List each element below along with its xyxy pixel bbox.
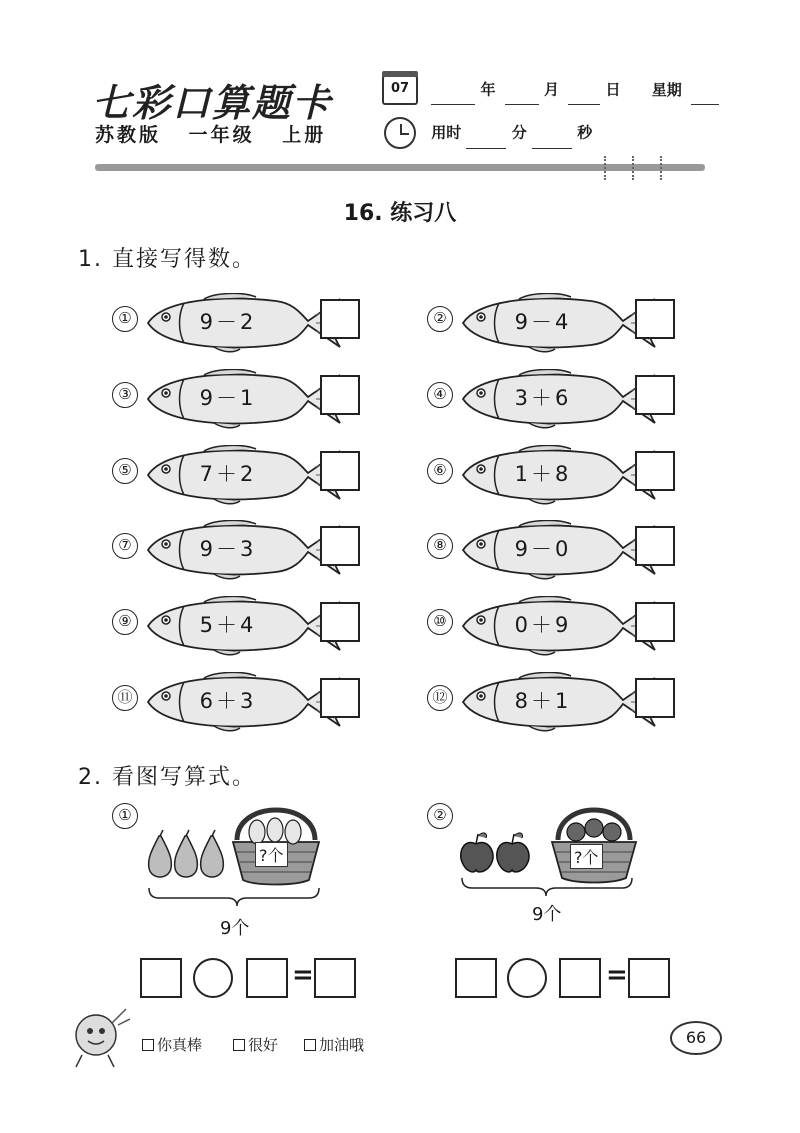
fish-problem-6 xyxy=(427,445,707,505)
expression: 5＋4 xyxy=(199,613,257,637)
problem-number: ⑨ xyxy=(112,609,138,635)
checkbox[interactable] xyxy=(142,1039,154,1051)
total-label: 9个 xyxy=(220,918,250,939)
problem-number: ① xyxy=(112,306,138,332)
picture-problem-2-number xyxy=(427,803,457,833)
month-blank[interactable] xyxy=(505,89,539,105)
expression: 3＋6 xyxy=(514,386,572,410)
expression: 7＋2 xyxy=(199,462,257,486)
equation-result-box[interactable] xyxy=(314,958,356,998)
seconds-label: 秒 xyxy=(577,123,593,142)
answer-box[interactable] xyxy=(635,375,675,415)
time-fill-row xyxy=(382,117,592,149)
total-label: 9个 xyxy=(532,904,562,925)
problem-number: ⑪ xyxy=(112,685,138,711)
answer-box[interactable] xyxy=(635,451,675,491)
rating-option-good[interactable] xyxy=(233,1034,278,1055)
problem-number: ⑧ xyxy=(427,533,453,559)
fish-problem-4 xyxy=(427,369,707,429)
year-label: 年 xyxy=(480,80,496,99)
operator-circle[interactable] xyxy=(507,958,547,998)
equation-box-1[interactable] xyxy=(140,958,182,998)
checkbox[interactable] xyxy=(304,1039,316,1051)
edition-publisher: 苏教版 xyxy=(95,124,162,146)
edition-grade: 一年级 xyxy=(188,124,255,146)
rating-label: 你真棒 xyxy=(157,1036,203,1054)
expression: 6＋3 xyxy=(199,689,257,713)
time-used-label: 用时 xyxy=(431,123,462,142)
problem-number: ④ xyxy=(427,382,453,408)
expression: 9－2 xyxy=(199,310,257,334)
fish-problem-12 xyxy=(427,672,707,732)
fish-problem-7 xyxy=(112,520,392,580)
answer-box[interactable] xyxy=(320,602,360,642)
expression: 8＋1 xyxy=(514,689,572,713)
brand-title: 七彩口算题卡 xyxy=(92,80,333,125)
answer-box[interactable] xyxy=(635,602,675,642)
equation-box-2[interactable] xyxy=(246,958,288,998)
lesson-title: 16. 练习八 xyxy=(343,201,457,226)
rating-option-keep-going[interactable] xyxy=(304,1034,364,1055)
clock-icon xyxy=(384,117,416,149)
answer-box[interactable] xyxy=(635,526,675,566)
minutes-label: 分 xyxy=(511,123,527,142)
rating-label: 加油哦 xyxy=(319,1036,365,1054)
expression: 0＋9 xyxy=(514,613,572,637)
answer-box[interactable] xyxy=(320,375,360,415)
header-divider xyxy=(95,164,705,171)
basket-unknown-label: ?个 xyxy=(570,844,603,869)
answer-box[interactable] xyxy=(635,678,675,718)
minutes-blank[interactable] xyxy=(466,133,506,149)
problem-number: ⑦ xyxy=(112,533,138,559)
month-label: 月 xyxy=(543,80,559,99)
rating-option-great[interactable] xyxy=(142,1034,202,1055)
fish-problem-8 xyxy=(427,520,707,580)
expression: 9－3 xyxy=(199,537,257,561)
question2-heading: 2. 看图写算式。 xyxy=(78,765,256,790)
fish-problem-11 xyxy=(112,672,392,732)
problem-number: ⑩ xyxy=(427,609,453,635)
answer-box[interactable] xyxy=(320,526,360,566)
problem-number: ⑫ xyxy=(427,685,453,711)
problem-number: ③ xyxy=(112,382,138,408)
problem-number: ① xyxy=(112,803,138,829)
pear-icon xyxy=(149,836,224,877)
calendar-icon: 07 xyxy=(382,75,418,105)
expression: 9－4 xyxy=(514,310,572,334)
year-blank[interactable] xyxy=(431,89,475,105)
problem-number: ⑥ xyxy=(427,458,453,484)
apple-icon xyxy=(461,843,529,872)
date-fill-row xyxy=(382,75,719,105)
fish-problem-2 xyxy=(427,293,707,353)
page-number: 66 xyxy=(670,1021,722,1055)
seconds-blank[interactable] xyxy=(532,133,572,149)
checkbox[interactable] xyxy=(233,1039,245,1051)
expression: 9－0 xyxy=(514,537,572,561)
equals-sign: = xyxy=(292,960,314,990)
fish-problem-5 xyxy=(112,445,392,505)
problem-number: ⑤ xyxy=(112,458,138,484)
problem-number: ② xyxy=(427,803,453,829)
answer-box[interactable] xyxy=(320,678,360,718)
fish-problem-1 xyxy=(112,293,392,353)
operator-circle[interactable] xyxy=(193,958,233,998)
day-blank[interactable] xyxy=(568,89,600,105)
equation-box-2[interactable] xyxy=(559,958,601,998)
fish-problem-9 xyxy=(112,596,392,656)
edition-volume: 上册 xyxy=(282,124,327,146)
equals-sign: = xyxy=(606,960,628,990)
fish-problem-3 xyxy=(112,369,392,429)
expression: 1＋8 xyxy=(514,462,572,486)
equation-box-1[interactable] xyxy=(455,958,497,998)
fish-problem-10 xyxy=(427,596,707,656)
answer-box[interactable] xyxy=(320,299,360,339)
mascot-icon xyxy=(68,1005,133,1070)
day-label: 日 xyxy=(605,80,621,99)
answer-box[interactable] xyxy=(320,451,360,491)
rating-label: 很好 xyxy=(248,1036,279,1054)
weekday-label: 星期 xyxy=(651,80,682,99)
basket-unknown-label: ?个 xyxy=(255,842,288,867)
question1-heading: 1. 直接写得数。 xyxy=(78,247,256,272)
answer-box[interactable] xyxy=(635,299,675,339)
problem-number: ② xyxy=(427,306,453,332)
expression: 9－1 xyxy=(199,386,257,410)
edition-line xyxy=(95,120,344,147)
picture-problem-1-number xyxy=(112,803,142,833)
equation-result-box[interactable] xyxy=(628,958,670,998)
weekday-blank[interactable] xyxy=(691,89,719,105)
